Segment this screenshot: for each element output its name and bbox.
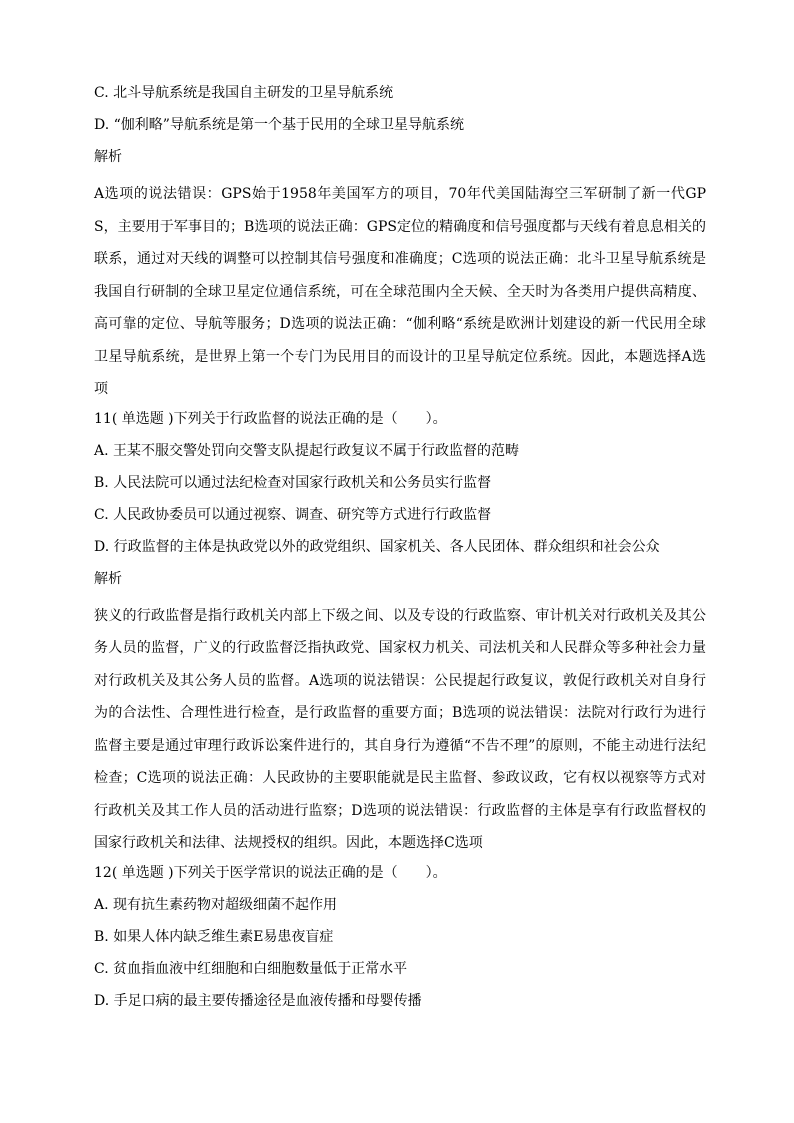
q10-analysis-label: 解析 bbox=[94, 149, 122, 165]
q11-option-d: D. 行政监督的主体是执政党以外的政党组织、国家机关、各人民团体、群众组织和社会公众 bbox=[94, 538, 660, 555]
q11-option-c: C. 人民政协委员可以通过视察、调查、研究等方式进行行政监督 bbox=[94, 506, 492, 523]
q12-option-a: A. 现有抗生素药物对超级细菌不起作用 bbox=[94, 896, 338, 913]
document-page bbox=[94, 82, 706, 1022]
q10-option-d: D. “伽利略”导航系统是第一个基于民用的全球卫星导航系统 bbox=[94, 117, 464, 133]
q11-option-b: B. 人民法院可以通过法纪检查对国家行政机关和公务员实行监督 bbox=[94, 474, 492, 491]
q12-option-b: B. 如果人体内缺乏维生素E易患夜盲症 bbox=[94, 928, 334, 945]
q12-stem: 12( 单选题 )下列关于医学常识的说法正确的是（ ）。 bbox=[94, 864, 447, 881]
q12-option-d: D. 手足口病的最主要传播途径是血液传播和母婴传播 bbox=[94, 992, 422, 1009]
q10-analysis-text: A选项的说法错误：GPS始于1958年美国军方的项目，70年代美国陆海空三军研制了新一代GPS，主要用于军事目的；B选项的说法正确：GPS定位的精确度和信号强度都与天线有着息息相关的联系，通过对天线的调整可以控制其信号强度和准确度；C选项的说法正确：北斗卫星导航系统是我国自行研制的全球卫星定位通信系统，可在全球范围内全天候、全天时为各类用户提供高精度、高可靠的定位、导航等服务；D选项的说法正确：“伽利略“系统是欧洲计划建设的新一代民用全球卫星导航系统，是世界上第一个专门为民用目的而设计的卫星导航定位系统。因此，本题选择A选项 bbox=[94, 186, 706, 397]
q12-option-c: C. 贫血指血液中红细胞和白细胞数量低于正常水平 bbox=[94, 960, 408, 977]
q11-option-a: A. 王某不服交警处罚向交警支队提起行政复议不属于行政监督的范畴 bbox=[94, 442, 520, 459]
q11-analysis-text: 狭义的行政监督是指行政机关内部上下级之间、以及专设的行政监察、审计机关对行政机关及其公务人员的监督，广义的行政监督泛指执政党、国家权力机关、司法机关和人民群众等多种社会力量对行政机关及其公务人员的监督。A选项的说法错误：公民提起行政复议，敦促行政机关对自身行为的合法性、合理性进行检查，是行政监督的重要方面；B选项的说法错误：法院对行政行为进行监督主要是通过审理行政诉讼案件进行的，其自身行为遵循“不告不理”的原则，不能主动进行法纪检查；C选项的说法正确：人民政协的主要职能就是民主监督、参政议政，它有权以视察等方式对行政机关及其工作人员的活动进行监察；D选项的说法错误：行政监督的主体是享有行政监督权的国家行政机关和法律、法规授权的组织。因此，本题选择C选项 bbox=[94, 607, 706, 851]
q10-option-c: C. 北斗导航系统是我国自主研发的卫星导航系统 bbox=[94, 85, 394, 101]
q11-analysis-label: 解析 bbox=[94, 570, 122, 587]
q11-stem: 11( 单选题 )下列关于行政监督的说法正确的是（ ）。 bbox=[94, 410, 447, 427]
